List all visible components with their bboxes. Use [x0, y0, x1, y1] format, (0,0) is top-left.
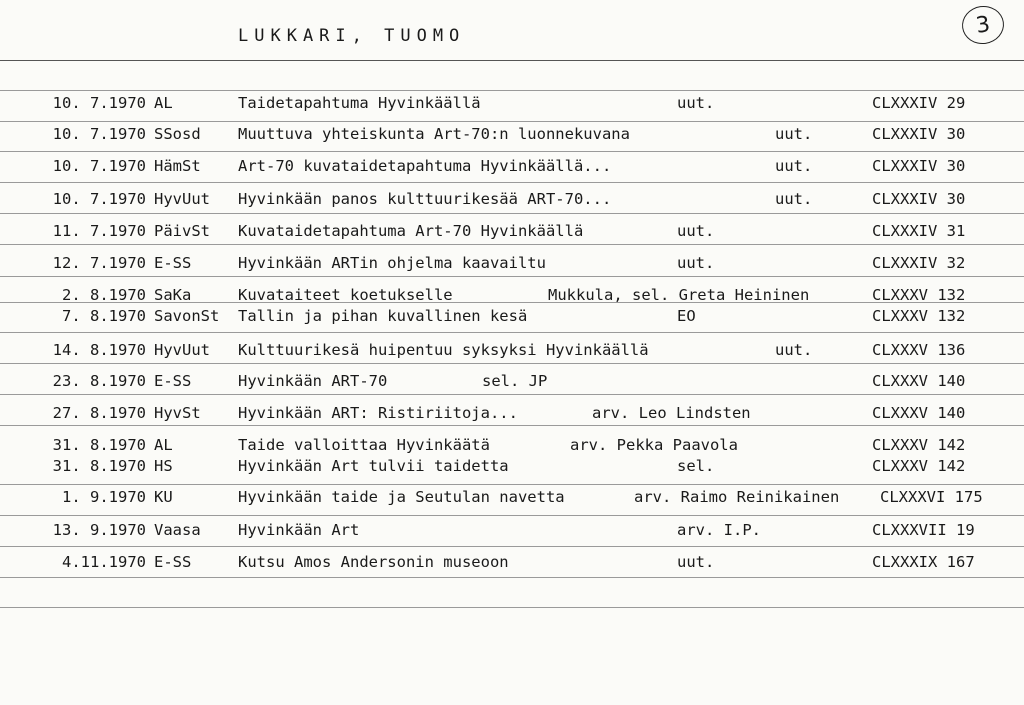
entry-row	[0, 220, 1024, 242]
entry-source: HämSt	[154, 157, 201, 175]
entry-note: arv. I.P.	[677, 521, 761, 539]
entry-row	[0, 455, 1024, 477]
entry-source: SaKa	[154, 286, 192, 304]
entry-date: 1. 9.1970	[62, 488, 146, 506]
entry-note: uut.	[677, 222, 715, 240]
entry-title: Kutsu Amos Andersonin museoon	[238, 553, 509, 571]
entry-row	[0, 284, 1024, 306]
entry-date: 10. 7.1970	[52, 190, 146, 208]
entry-row	[0, 402, 1024, 424]
entry-reference: CLXXXV 140	[872, 372, 966, 390]
entry-title: Taidetapahtuma Hyvinkäällä	[238, 94, 481, 112]
entry-reference: CLXXXV 142	[872, 436, 966, 454]
entry-reference: CLXXXV 142	[872, 457, 966, 475]
entry-source: Vaasa	[154, 521, 201, 539]
entry-source: HyvSt	[154, 404, 201, 422]
card-heading: LUKKARI, TUOMO	[238, 26, 466, 46]
entry-note: uut.	[775, 157, 813, 175]
entry-title: Hyvinkään panos kulttuurikesää ART-70...	[238, 190, 612, 208]
entry-date: 31. 8.1970	[52, 457, 146, 475]
entry-title: Hyvinkään Art	[238, 521, 360, 539]
entry-note: uut.	[775, 125, 813, 143]
entry-source: KU	[154, 488, 173, 506]
entry-date: 7. 8.1970	[62, 307, 146, 325]
entry-title: Kuvataiteet koetukselle	[238, 286, 453, 304]
entry-source: E-SS	[154, 553, 192, 571]
rule-line	[0, 363, 1024, 364]
entry-note: uut.	[775, 190, 813, 208]
entry-note: arv. Leo Lindsten	[592, 404, 751, 422]
rule-line	[0, 276, 1024, 277]
entry-reference: CLXXXIV 30	[872, 157, 966, 175]
entry-title: Kulttuurikesä huipentuu syksyksi Hyvinkäällä	[238, 341, 649, 359]
entry-title: Hyvinkään ART: Ristiriitoja...	[238, 404, 518, 422]
rule-line	[0, 607, 1024, 608]
entry-reference: CLXXXV 136	[872, 341, 966, 359]
entry-source: PäivSt	[154, 222, 210, 240]
entry-source: AL	[154, 436, 173, 454]
entry-reference: CLXXXIV 30	[872, 190, 966, 208]
entry-note: uut.	[775, 341, 813, 359]
entry-row	[0, 188, 1024, 210]
entry-reference: CLXXXV 140	[872, 404, 966, 422]
entry-note: Mukkula, sel. Greta Heininen	[548, 286, 810, 304]
entry-note: arv. Raimo Reinikainen	[634, 488, 840, 506]
entry-title: Art-70 kuvataidetapahtuma Hyvinkäällä...	[238, 157, 612, 175]
entry-source: E-SS	[154, 372, 192, 390]
entry-date: 14. 8.1970	[52, 341, 146, 359]
entry-reference: CLXXXV 132	[872, 286, 966, 304]
entry-date: 2. 8.1970	[62, 286, 146, 304]
entry-source: SavonSt	[154, 307, 220, 325]
entry-row	[0, 339, 1024, 361]
entry-note: uut.	[677, 553, 715, 571]
entry-note: sel. JP	[482, 372, 548, 390]
entry-title: Hyvinkään Art tulvii taidetta	[238, 457, 509, 475]
entry-date: 10. 7.1970	[52, 125, 146, 143]
rule-line	[0, 515, 1024, 516]
entry-title: Hyvinkään taide ja Seutulan navetta	[238, 488, 565, 506]
entry-row	[0, 92, 1024, 114]
entry-title: Hyvinkään ARTin ohjelma kaavailtu	[238, 254, 546, 272]
entry-reference: CLXXXVI 175	[880, 488, 983, 506]
entry-date: 27. 8.1970	[52, 404, 146, 422]
entry-title: Muuttuva yhteiskunta Art-70:n luonnekuvana	[238, 125, 630, 143]
entry-note: uut.	[677, 94, 715, 112]
entry-row	[0, 252, 1024, 274]
entry-reference: CLXXXIV 32	[872, 254, 966, 272]
card-number-circled: 3	[960, 3, 1007, 46]
entry-date: 12. 7.1970	[52, 254, 146, 272]
entry-reference: CLXXXVII 19	[872, 521, 975, 539]
entry-title: Tallin ja pihan kuvallinen kesä	[238, 307, 528, 325]
entry-reference: CLXXXIV 30	[872, 125, 966, 143]
entry-source: HyvUut	[154, 341, 210, 359]
rule-line	[0, 182, 1024, 183]
entry-reference: CLXXXIX 167	[872, 553, 975, 571]
rule-line	[0, 577, 1024, 578]
entry-title: Hyvinkään ART-70	[238, 372, 388, 390]
entry-note: EO	[677, 307, 696, 325]
entry-reference: CLXXXIV 29	[872, 94, 966, 112]
rule-line	[0, 244, 1024, 245]
rule-line	[0, 394, 1024, 395]
rule-line	[0, 546, 1024, 547]
entry-date: 10. 7.1970	[52, 157, 146, 175]
entry-date: 11. 7.1970	[52, 222, 146, 240]
entry-source: HS	[154, 457, 173, 475]
entry-row	[0, 370, 1024, 392]
entry-row	[0, 519, 1024, 541]
entry-source: HyvUut	[154, 190, 210, 208]
rule-line	[0, 151, 1024, 152]
entry-row	[0, 486, 1024, 508]
entry-date: 23. 8.1970	[52, 372, 146, 390]
entry-source: AL	[154, 94, 173, 112]
entry-date: 13. 9.1970	[52, 521, 146, 539]
entry-date: 4.11.1970	[62, 553, 146, 571]
entry-source: SSosd	[154, 125, 201, 143]
entry-row	[0, 305, 1024, 327]
entry-date: 10. 7.1970	[52, 94, 146, 112]
entry-row	[0, 434, 1024, 456]
entry-note: uut.	[677, 254, 715, 272]
entry-date: 31. 8.1970	[52, 436, 146, 454]
header-rule	[0, 60, 1024, 61]
rule-line	[0, 484, 1024, 485]
entry-title: Taide valloittaa Hyvinkäätä	[238, 436, 490, 454]
rule-line	[0, 90, 1024, 91]
entry-row	[0, 551, 1024, 573]
rule-line	[0, 121, 1024, 122]
entry-note: sel.	[677, 457, 715, 475]
rule-line	[0, 332, 1024, 333]
rule-line	[0, 213, 1024, 214]
entry-row	[0, 155, 1024, 177]
entry-row	[0, 123, 1024, 145]
entry-reference: CLXXXIV 31	[872, 222, 966, 240]
entry-source: E-SS	[154, 254, 192, 272]
rule-line	[0, 425, 1024, 426]
entry-note: arv. Pekka Paavola	[570, 436, 738, 454]
entry-title: Kuvataidetapahtuma Art-70 Hyvinkäällä	[238, 222, 584, 240]
entry-reference: CLXXXV 132	[872, 307, 966, 325]
